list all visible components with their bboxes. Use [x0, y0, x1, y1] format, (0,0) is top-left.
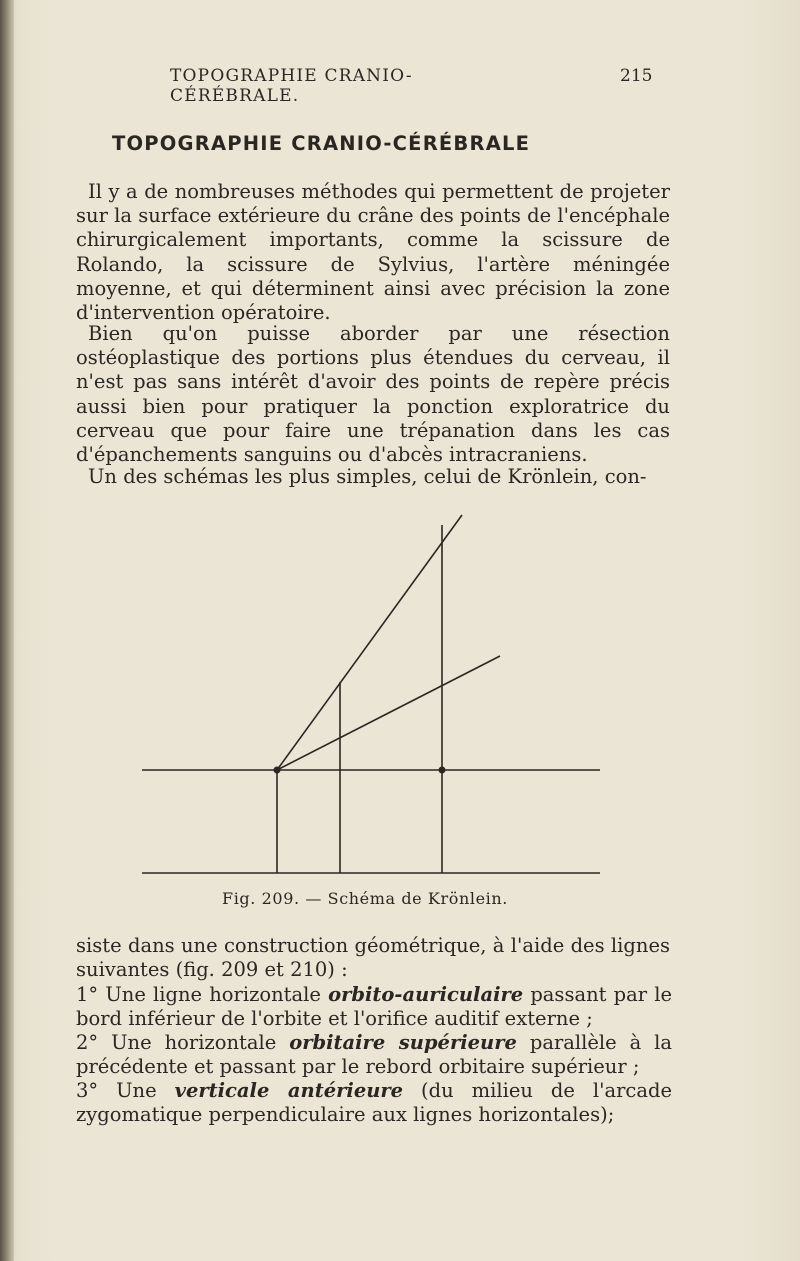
section-title: TOPOGRAPHIE CRANIO-CÉRÉBRALE [112, 132, 531, 155]
page-number: 215 [620, 66, 653, 86]
paragraph-3-text: Un des schémas les plus simples, celui de Krönlein, con- [88, 465, 647, 488]
list-number: 2° [76, 1031, 99, 1054]
running-head: TOPOGRAPHIE CRANIO-CÉRÉBRALE. [170, 66, 413, 106]
intersection-point-left [274, 767, 281, 774]
book-gutter [0, 0, 14, 1261]
paragraph-2-text: Bien qu'on puisse aborder par une résection ostéoplastique des portions plus étendues du cerveau, il n'est pas sans intérêt d'avoir des points de repère précis aussi bien pour pratiquer la ponction exploratrice du cerveau que pour faire une trépanation dans les cas d'épanchements sanguins ou d'abcès intracraniens. [76, 322, 670, 467]
paragraph-4 [76, 934, 670, 982]
paragraph-4-text: siste dans une construction géométrique, à l'aide des lignes suivantes (fig. 209 et 210) : [76, 934, 670, 982]
list-text-after: parallèle à la précédente et passant par le rebord orbitaire supérieur ; [76, 1031, 673, 1079]
list-term: orbito-auriculaire [328, 983, 524, 1006]
paragraph-2 [76, 322, 670, 467]
sylvius-line [277, 656, 500, 770]
figure-caption: Fig. 209. — Schéma de Krönlein. [222, 889, 508, 908]
paragraph-1 [76, 180, 670, 325]
list-item-3 [76, 1079, 672, 1127]
intersection-point-right [439, 767, 446, 774]
paragraph-1-text: Il y a de nombreuses méthodes qui permettent de projeter sur la surface extérieure du crâne des points de l'encéphale chirurgicalement importants, comme la scissure de Rolando, la scissure de Sylvius, l'artère méningée moyenne, et qui déterminent ainsi avec précision la zone d'intervention opératoire. [76, 180, 670, 325]
list-text-after: passant par le bord inférieur de l'orbite et l'orifice auditif externe ; [76, 983, 672, 1031]
list-text-before: Une ligne horizontale [105, 983, 321, 1006]
list-item-1 [76, 983, 672, 1031]
list-item-2 [76, 1031, 672, 1079]
list-text-before: Une horizontale [111, 1031, 277, 1054]
list-number: 1° [76, 983, 99, 1006]
rolando-line [277, 515, 462, 770]
list-text-before: Une [116, 1079, 157, 1102]
paragraph-3 [76, 465, 670, 489]
list-term: verticale antérieure [174, 1079, 404, 1102]
list-term: orbitaire supérieure [289, 1031, 517, 1054]
kronlein-schema-figure [130, 510, 620, 890]
list-text-after: (du milieu de l'arcade zygomatique perpendiculaire aux lignes horizontales); [76, 1079, 672, 1127]
list-number: 3° [76, 1079, 99, 1102]
